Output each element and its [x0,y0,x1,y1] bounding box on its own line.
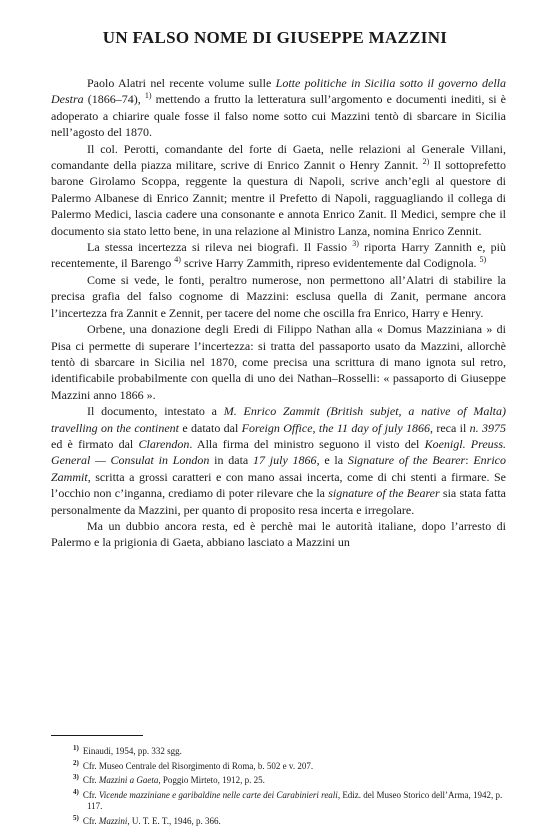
text-run: Il sottoprefetto barone Girolamo Scoppa, reggente la questura di Napoli, scrive anch’egli al questore di Palermo Albanese di Enrico Zannit; mentre il Prefetto di Napoli, ragguagliando il collega di Palermo Medici, lascia cadere una consonante e annota Enrico Zanit. Il Medici, sempre che il documento sia stato letto bene, in una relazione al Ministro Lanza, nomina Enrico Zennit. [51,158,506,238]
text-run: , e la [316,453,348,468]
text-run: , Ediz. del Museo Storico dell’Arma, 1942, p. 117. [87,789,503,811]
italic-text: Vicende mazziniane e garibaldine nelle carte dei Carabinieri reali [98,789,338,800]
text-run: Cfr. Museo Centrale del Risorgimento di Roma, b. 502 e v. 207. [82,760,314,771]
text-run: riporta Harry Zannith e, più recentemente, il Barengo [51,240,506,271]
footnote-mark: 5) [73,813,79,822]
body-paragraph [51,239,506,272]
footnote-reference: 5) [479,255,487,265]
page-title: UN FALSO NOME DI GIUSEPPE MAZZINI [102,28,448,47]
body-paragraph [51,141,506,239]
footnote [51,772,506,787]
italic-text: signature of the Bearer [328,486,440,501]
footnote-reference: 1) [144,91,152,101]
italic-text: Koenigl. Preuss. General — Consulat in London [51,436,507,468]
footnote-reference: 3) [352,239,359,249]
footnote [51,758,506,773]
footnote-mark: 1) [73,744,79,752]
footnote-mark: 3) [73,773,79,781]
footnote [51,743,506,758]
italic-text: 17 july 1866 [253,453,317,468]
italic-text: Signature of the Bearer [347,453,466,468]
text-run: , U. T. E. T., 1946, p. 366. [127,815,221,826]
italic-text: Clarendon [138,436,190,451]
italic-text: Enrico Zammit [51,453,507,484]
body-paragraph [51,272,506,321]
text-run: : [465,453,474,468]
footnote-divider [51,735,143,736]
italic-text: Mazzini a Gaeta [98,775,159,785]
italic-text: M. Enrico Zammit (British subjet, a native of Malta) travelling on the continent [51,404,506,435]
footnote-list [51,743,506,827]
text-run: ed è firmato dal [51,436,139,451]
footnote-mark: 2) [73,758,79,767]
body-paragraph [51,403,506,518]
text-run: Einaudi, 1954, pp. 332 sgg. [82,746,182,756]
italic-text: n. 3975 [469,420,506,435]
footnote-reference: 4) [174,255,181,265]
text-run: , reca il [430,420,470,435]
footnote-mark: 4) [73,787,79,796]
footnote [51,787,506,813]
text-run: (1866–74), [83,92,145,107]
text-run: La stessa incertezza si rileva nei biografi. Il Fassio [87,240,353,255]
article-body [51,75,506,551]
body-paragraph [51,321,506,403]
footnotes-section [51,735,506,827]
text-run: , Poggio Mirteto, 1912, p. 25. [158,775,265,785]
text-run: sia stata fatta personalmente da Mazzini, per quanto di proposito resa incerta e irregolare. [51,486,506,517]
italic-text: Foreign Office, the 11 day of july 1866 [241,420,430,435]
body-paragraph [51,75,506,141]
text-run: Il documento, intestato a [87,404,224,419]
text-run: . Alla firma del ministro seguono il visto del [189,436,425,451]
text-run: scrive Harry Zammith, ripreso evidentemente dal Codignola. [180,256,480,271]
text-run: Come si vede, le fonti, peraltro numerose, non permettono all’Alatri di stabilire la precisa grafia del falso cognome di Mazzini: esclusa quella di Zanit, permane ancora l’incertezza fra Zannit e Zennit, per tacere del nome che oscilla fra Enrico, Harry e Henry. [51,272,506,320]
text-run: in data [209,453,254,468]
text-run: Il col. Perotti, comandante del forte di Gaeta, nelle relazioni al Generale Villani, comandante della piazza militare, scrive di Enrico Zannit o Henry Zannit. [51,141,506,173]
footnote-reference: 2) [422,157,430,167]
italic-text: Mazzini [98,815,128,826]
footnote [51,813,506,828]
text-run: Cfr. [82,775,99,785]
text-run: Cfr. [82,789,99,800]
body-paragraph [51,518,506,551]
text-run: Ma un dubbio ancora resta, ed è perchè mai le autorità italiane, dopo l’arresto di Palermo e la prigionia di Gaeta, abbiano lasciato a Mazzini un [51,518,506,550]
text-run: Cfr. [82,815,99,826]
text-run: mettendo a frutto la letteratura sull’argomento e documenti inediti, si è adoperato a chiarire quale fosse il falso nome sotto cui Mazzini tentò di sbarcare in Sicilia nell’agosto del 1870. [51,92,506,140]
text-run: Orbene, una donazione degli Eredi di Filippo Nathan alla « Domus Mazziniana » di Pisa ci permette di superare l’incertezza: si tratta del passaporto usato da Mazzini, allorchè tentò di sbarcare in Sicilia nel 1870, come precisa una scrittura di mano ignota sul retro, identificabile probabilmente con quella di uno dei Nathan–Rosselli: « passaporto di Giuseppe Mazzini anno 1866 ». [51,322,506,402]
text-run: , scritta a grossi caratteri e con mano assai incerta, come di chi stenti a firmare. Se l’occhio non c’inganna, crediamo di poter rilevare che la [51,469,506,501]
text-run: Paolo Alatri nel recente volume sulle [87,76,276,90]
italic-text: Lotte politiche in Sicilia sotto il governo della Destra [51,76,506,107]
text-run: e datato dal [179,420,242,435]
